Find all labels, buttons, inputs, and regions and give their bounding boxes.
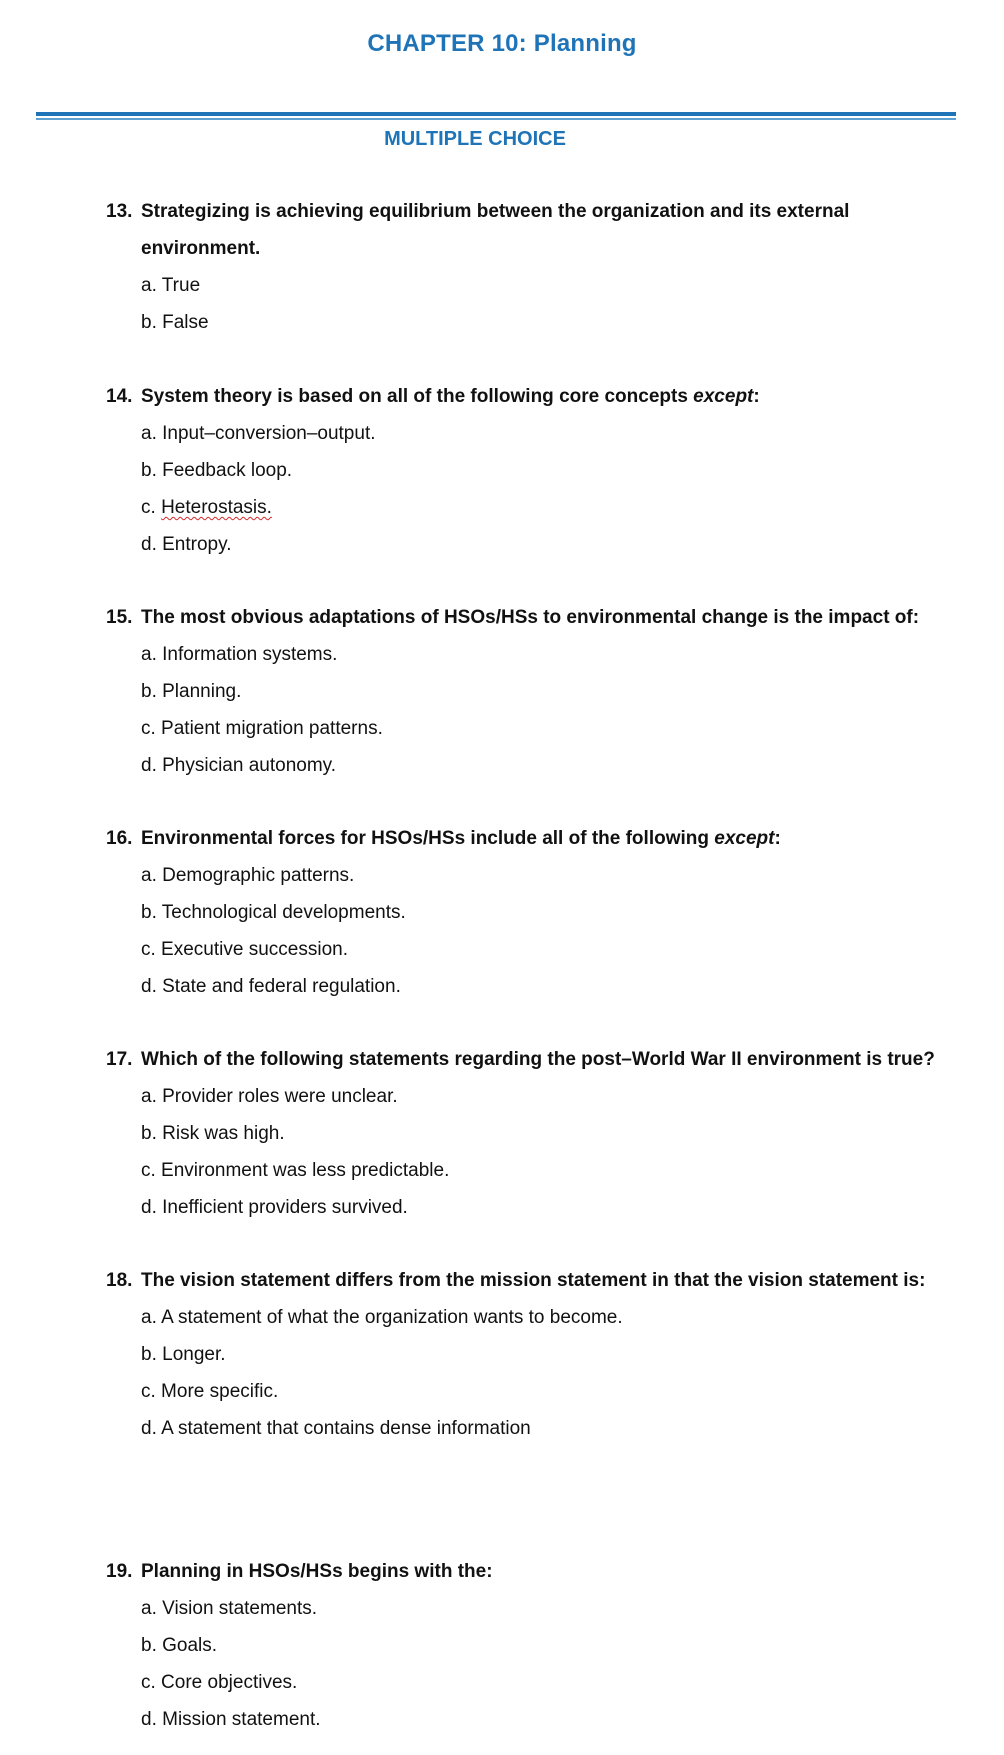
- option-d: d. Entropy.: [141, 534, 232, 555]
- option-b: b. Planning.: [141, 681, 242, 702]
- question-number: 19.: [106, 1561, 133, 1582]
- option-a: a. Demographic patterns.: [141, 865, 355, 886]
- question-13: [106, 193, 966, 341]
- question-14: [106, 378, 966, 563]
- question-text: Which of the following statements regarding the post–World War II environment is true?: [141, 1049, 935, 1070]
- option-a: a. Information systems.: [141, 644, 338, 665]
- header-rule-thick: [36, 112, 956, 116]
- question-number: 13.: [106, 201, 133, 222]
- option-b: b. Longer.: [141, 1344, 226, 1365]
- option-a: a. A statement of what the organization wants to become.: [141, 1307, 623, 1328]
- option-list: [106, 1078, 966, 1226]
- question-18: [106, 1262, 966, 1447]
- option-list: [106, 636, 966, 784]
- option-c: [141, 489, 966, 526]
- question-text: The most obvious adaptations of HSOs/HSs to environmental change is the impact of:: [141, 607, 920, 628]
- question-17: [106, 1041, 966, 1226]
- option-c: c. Executive succession.: [141, 939, 348, 960]
- option-c: c. Core objectives.: [141, 1672, 298, 1693]
- question-text: Strategizing is achieving equilibrium between the organization and its external environment.: [141, 201, 850, 259]
- option-list: [106, 857, 966, 1005]
- header-rule-thin: [36, 118, 956, 120]
- question-number: 17.: [106, 1049, 133, 1070]
- question-number: 14.: [106, 386, 133, 407]
- option-b: b. Goals.: [141, 1635, 218, 1656]
- question-emphasis: except: [693, 386, 754, 407]
- question-stem: [106, 193, 966, 267]
- question-emphasis: except: [714, 828, 775, 849]
- option-a: a. True: [141, 275, 201, 296]
- question-text: The vision statement differs from the mission statement in that the vision statement is:: [141, 1270, 926, 1291]
- option-b: b. Feedback loop.: [141, 460, 293, 481]
- question-number: 16.: [106, 828, 133, 849]
- option-c: c. Environment was less predictable.: [141, 1160, 450, 1181]
- option-c: c. More specific.: [141, 1381, 279, 1402]
- question-number: 18.: [106, 1270, 133, 1291]
- option-a: a. Provider roles were unclear.: [141, 1086, 398, 1107]
- question-stem: [106, 1041, 966, 1078]
- option-d: d. Inefficient providers survived.: [141, 1197, 408, 1218]
- question-19: [106, 1553, 966, 1738]
- question-text: Environmental forces for HSOs/HSs include all of the following: [141, 828, 715, 849]
- option-d: d. State and federal regulation.: [141, 976, 401, 997]
- question-text-end: :: [753, 386, 760, 407]
- option-b: b. Technological developments.: [141, 902, 406, 923]
- question-number: 15.: [106, 607, 133, 628]
- option-a: a. Vision statements.: [141, 1598, 318, 1619]
- question-stem: [106, 1262, 966, 1299]
- question-text: Planning in HSOs/HSs begins with the:: [141, 1561, 493, 1582]
- question-15: [106, 599, 966, 784]
- option-c-prefix: c.: [141, 497, 162, 518]
- question-stem: [106, 378, 966, 415]
- option-c: c. Patient migration patterns.: [141, 718, 383, 739]
- question-text-end: :: [774, 828, 781, 849]
- question-stem: [106, 1553, 966, 1590]
- option-list: [106, 415, 966, 563]
- question-16: [106, 820, 966, 1005]
- chapter-title: CHAPTER 10: Planning: [367, 30, 637, 57]
- question-stem: [106, 820, 966, 857]
- misspelled-word: Heterostasis.: [161, 497, 272, 518]
- option-d: d. Physician autonomy.: [141, 755, 337, 776]
- option-b: b. Risk was high.: [141, 1123, 285, 1144]
- option-list: [106, 1590, 966, 1738]
- question-text: System theory is based on all of the following core concepts: [141, 386, 694, 407]
- option-a: a. Input–conversion–output.: [141, 423, 376, 444]
- question-stem: [106, 599, 966, 636]
- option-b: b. False: [141, 312, 209, 333]
- option-d: d. Mission statement.: [141, 1709, 321, 1730]
- option-list: [106, 1299, 966, 1447]
- option-d: d. A statement that contains dense information: [141, 1418, 531, 1439]
- section-title: MULTIPLE CHOICE: [384, 128, 566, 150]
- option-list: [106, 267, 966, 341]
